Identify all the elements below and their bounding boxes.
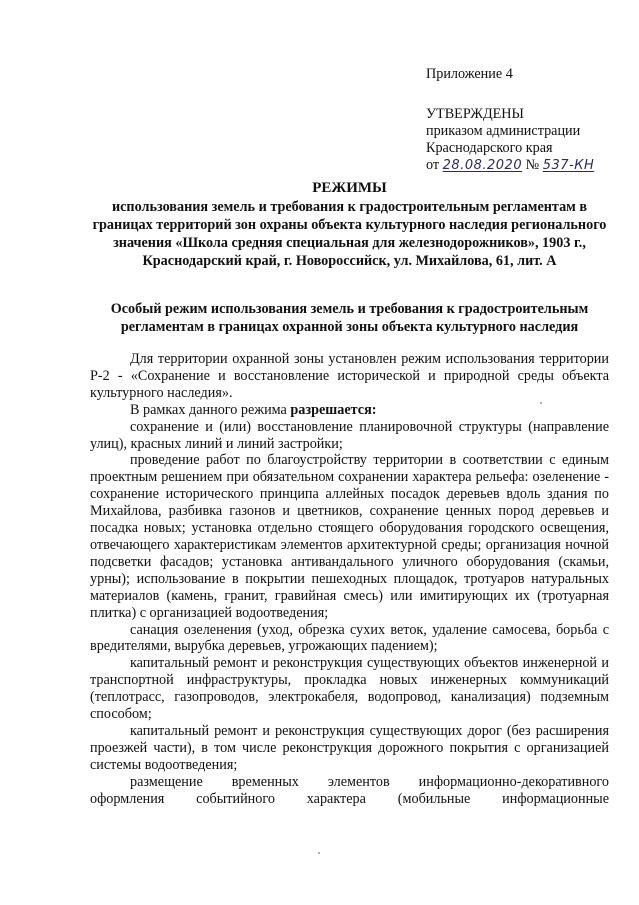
order-line-2: Краснодарского края [426, 140, 553, 156]
paragraph: санация озеленения (уход, обрезка сухих веток, удаление самосева, борьба с вредителями, вырубка деревьев, угрожающих падением); [90, 621, 609, 655]
allowed-keyword: разрешается: [290, 401, 377, 418]
paragraph: размещение временных элементов информационно-декоративного оформления событийного характера (мобильные информационные [90, 773, 609, 807]
scan-speck [318, 852, 320, 854]
handwritten-date: 28.08.2020 [442, 158, 523, 173]
paragraph [90, 402, 609, 419]
paragraph-text: В рамках данного режима [130, 401, 291, 418]
order-date-line [426, 157, 594, 174]
paragraph: Для территории охранной зоны установлен режим использования территории Р-2 - «Сохранение и восстановление исторической и природной среды объекта культурного наследия». [90, 351, 609, 401]
body-text [90, 351, 609, 807]
section-title: Особый режим использования земель и требования к градостроительным регламентам в границах охранной зоны объекта культурного наследия [110, 301, 589, 335]
approved-label: УТВЕРЖДЕНЫ [426, 106, 524, 122]
order-line-1: приказом администрации [426, 123, 581, 139]
appendix-label: Приложение 4 [426, 66, 513, 82]
scan-speck [540, 402, 542, 404]
spacer [426, 83, 594, 106]
date-prefix: от [426, 157, 440, 173]
paragraph: капитальный ремонт и реконструкция существующих дорог (без расширения проезжей части), в том числе реконструкция дорожного покрытия с организацией системы водоотведения; [90, 722, 609, 773]
paragraph: проведение работ по благоустройству территории в соответствии с единым проектным решением при обязательном сохранении характера рельефа: озеленение - сохранение исторического принципа аллейных посадок деревьев вдоль здания по Михайлова, разбивка газонов и цветников, сохранение ценных пород деревьев и посадка новых; установка отдельно стоящего оборудования городского освещения, отвечающего характеристикам элементов архитектурной среды; организация ночной подсветки фасадов; установка антивандального уличного оборудования (скамьи, урны); использование в покрытии пешеходных площадок, тротуаров натуральных материалов (камень, гранит, гравийная смесь) или имитирующих их (тротуарная плитка) с организацией водоотведения; [90, 452, 609, 621]
paragraph: сохранение и (или) восстановление планировочной структуры (направление улиц), красных линий и линий застройки; [90, 418, 609, 452]
approval-block [426, 66, 594, 174]
handwritten-number: 537-КН [542, 158, 595, 173]
paragraph: капитальный ремонт и реконструкция существующих объектов инженерной и транспортной инфраструктуры, прокладка новых инженерных коммуникаций (теплотрасс, газопроводов, электрокабеля, водопровод, канализация) подземным способом; [90, 655, 609, 723]
number-label: № [525, 157, 540, 173]
document-subtitle: использования земель и требования к градостроительным регламентам в границах территорий зон охраны объекта культурного наследия регионального значения «Школа средняя специальная для железнодорожников», 1903 г., Краснодарский край, г. Новороссийск, ул. Михайлова, 61, лит. А [92, 199, 607, 269]
document-title: РЕЖИМЫ [312, 180, 387, 196]
